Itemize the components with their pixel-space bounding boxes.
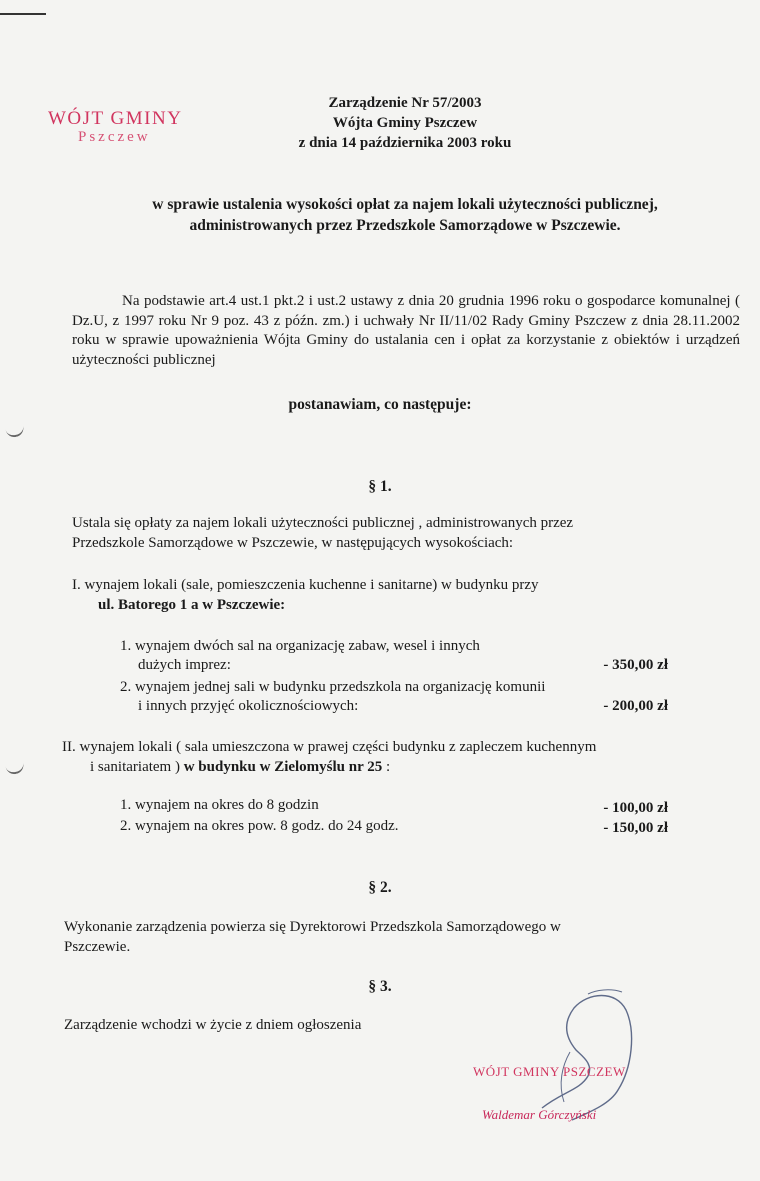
part-2-heading (62, 738, 596, 777)
punch-hole-mark (5, 760, 25, 775)
part-2-line-1: II. wynajem lokali ( sala umieszczona w prawej części budynku z zapleczem kuchennym (62, 739, 597, 755)
preamble (72, 292, 740, 370)
item-label-line-2: i innych przyjęć okolicznościowych: (138, 698, 359, 714)
section-2-title: § 2. (368, 879, 392, 896)
list-item: 2. wynajem na okres pow. 8 godz. do 24 godz. (120, 818, 399, 834)
document-subject (100, 194, 710, 236)
item-price: - 100,00 zł (603, 800, 668, 816)
part-2-facilities: i sanitariatem ) (90, 758, 180, 775)
section-3-title: § 3. (368, 978, 392, 995)
section-1-title: § 1. (368, 478, 392, 495)
item-label-line-1: 1. wynajem dwóch sal na organizację zabaw, wesel i innych (120, 638, 480, 654)
part-2-address: w budynku w Zielomyślu nr 25 (183, 758, 383, 775)
part-2-colon: : (386, 758, 391, 775)
section-1-intro (72, 514, 573, 553)
item-label-line-2: dużych imprez: (138, 657, 231, 673)
item-price: - 150,00 zł (603, 820, 668, 836)
punch-hole-mark (5, 423, 25, 438)
section-2-text (64, 918, 561, 957)
top-edge-mark (0, 13, 46, 15)
document-header (270, 93, 540, 153)
list-item: 1. wynajem na okres do 8 godzin (120, 797, 319, 813)
decree-date: z dnia 14 października 2003 roku (298, 135, 512, 151)
intro-line-2: Przedszkole Samorządowe w Pszczewie, w następujących wysokościach: (72, 534, 514, 551)
part-1-address: ul. Batorego 1 a w Pszczewie: (98, 596, 286, 613)
part-2-line-2 (90, 758, 596, 778)
subject-line-2: administrowanych przez Przedszkole Samorządowe w Pszczewie. (189, 217, 621, 234)
item-price: - 200,00 zł (603, 698, 668, 714)
preamble-text: Na podstawie art.4 ust.1 pkt.2 i ust.2 ustawy z dnia 20 grudnia 1996 roku o gospodarce komunalnej ( Dz.U, z 1997 roku Nr 9 poz. 43 z późn. zm.) i uchwały Nr II/11/02 Rady Gminy Pszczew z dnia 28.11.2002 roku w sprawie upoważnienia Wójta Gminy do ustalania cen i opłat za korzystanie z obiektów i urządzeń użyteczności publicznej (72, 293, 740, 368)
part-1-heading (72, 576, 539, 615)
signature-stamp: WÓJT GMINY PSZCZEW (473, 1064, 626, 1079)
part-1-line-1: I. wynajem lokali (sale, pomieszczenia kuchenne i sanitarne) w budynku przy (72, 577, 539, 593)
item-label-line-1: 2. wynajem jednej sali w budynku przedszkola na organizację komunii (120, 679, 546, 695)
signatory-name: Waldemar Górczyński (482, 1107, 597, 1122)
section-2-line-1: Wykonanie zarządzenia powierza się Dyrektorowi Przedszkola Samorządowego w (64, 919, 561, 935)
stamp-line-1: WÓJT GMINY (48, 108, 183, 129)
list-item (120, 637, 480, 675)
issuer: Wójta Gminy Pszczew (332, 115, 478, 131)
section-3-text: Zarządzenie wchodzi w życie z dniem ogłoszenia (64, 1017, 362, 1033)
section-2-line-2: Pszczewie. (64, 938, 131, 955)
office-stamp (48, 108, 208, 146)
item-price: - 350,00 zł (603, 657, 668, 673)
list-item (120, 678, 545, 716)
subject-line-1: w sprawie ustalenia wysokości opłat za najem lokali użyteczności publicznej, (152, 196, 658, 213)
decree-statement: postanawiam, co następuje: (288, 396, 472, 413)
intro-line-1: Ustala się opłaty za najem lokali użyteczności publicznej , administrowanych przez (72, 515, 574, 531)
stamp-line-2: Pszczew (78, 129, 151, 145)
decree-number: Zarządzenie Nr 57/2003 (328, 95, 482, 111)
